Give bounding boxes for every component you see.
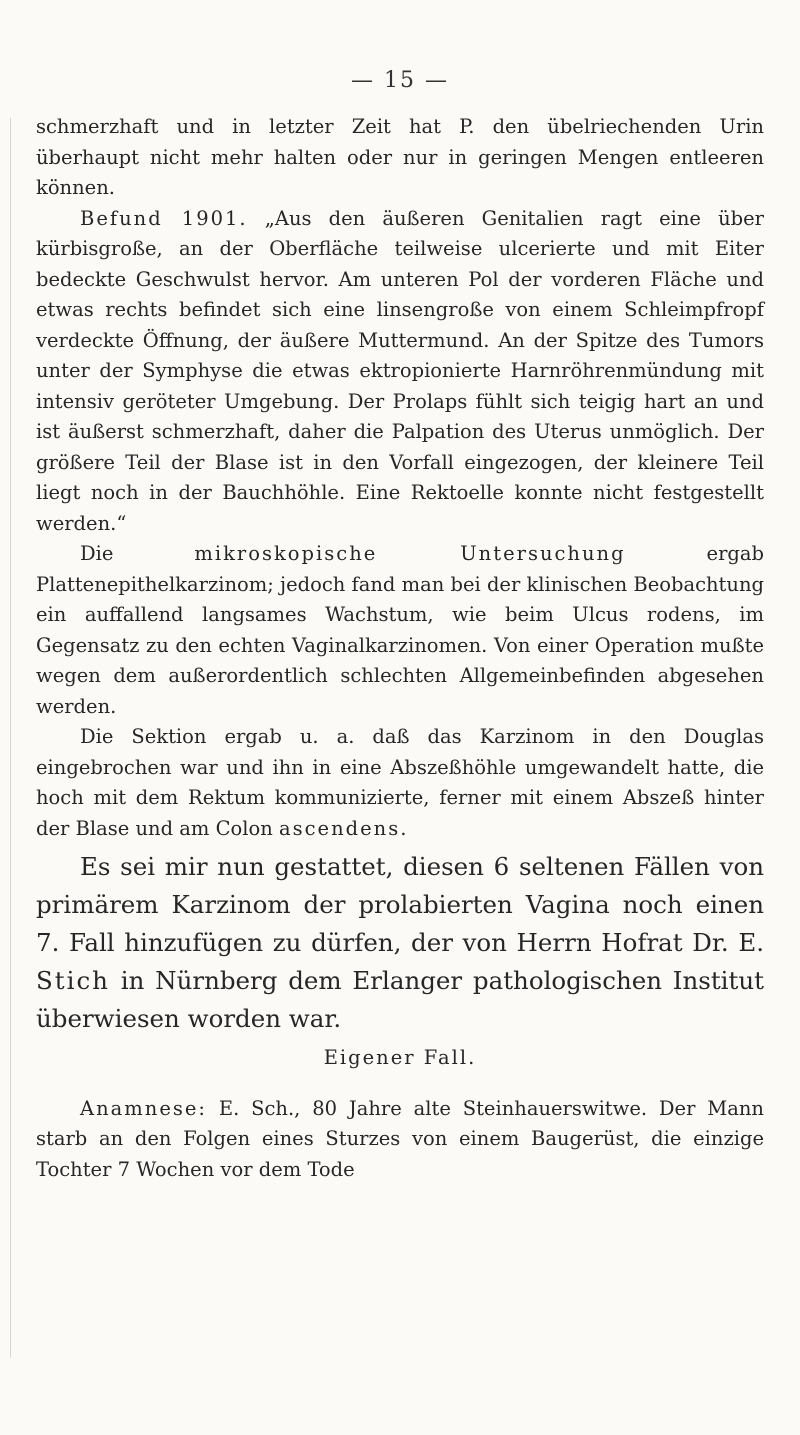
sektion-ascendens: ascendens. [279,816,409,840]
text-column [36,112,764,1185]
sektion-text: Die Sektion ergab u. a. daß das Karzinom in den Douglas eingebrochen war und ihn in eine Abszeßhöhle umgewandelt hatte, die hoch mit dem Rektum kommunizierte, ferner mit einem Abszeß hinter der Blase und am Colon [36,725,764,840]
intro-pre: Es sei mir nun gestattet, diesen 6 seltenen Fällen von primärem Karzinom der prolabierten Vagina noch einen 7. Fall hinzufügen zu dürfen, der von Herrn Hofrat Dr. E. [36,852,764,957]
paragraph-mikroskopie [36,539,764,722]
anamnese-text: E. Sch., 80 Jahre alte Steinhauerswitwe. Der Mann starb an den Folgen eines Sturzes von einem Baugerüst, die einzige Tochter 7 Wochen vor dem Tode [36,1096,764,1181]
befund-text: „Aus den äußeren Genitalien ragt eine über kürbisgroße, an der Oberfläche teilweise ulcerierte und mit Eiter bedeckte Geschwulst hervor. Am unteren Pol der vorderen Fläche und etwas rechts befindet sich eine linsengroße von einem Schleimpfropf verdeckte Öffnung, der äußere Muttermund. An der Spitze des Tumors unter der Symphyse die etwas ektropionierte Harnröhrenmündung mit intensiv geröteter Umgebung. Der Prolaps fühlt sich teigig hart an und ist äußerst schmerzhaft, daher die Palpation des Uterus unmöglich. Der größere Teil der Blase ist in den Vorfall eingezogen, der kleinere Teil liegt noch in der Bauchhöhle. Eine Rektoelle konnte nicht festgestellt werden.“ [36,206,764,535]
mikroskopie-text: ergab Plattenepithelkarzinom; jedoch fand man bei der klinischen Beobachtung ein auffallend langsames Wachstum, wie beim Ulcus rodens, im Gegensatz zu den echten Vaginalkarzinomen. Von einer Operation mußte wegen dem außerordentlich schlechten Allgemeinbefinden abgesehen werden. [36,542,765,718]
paragraph-befund [36,204,764,540]
mikroskopie-pre: Die [80,542,195,565]
paragraph-sektion [36,722,764,844]
section-heading: Eigener Fall. [323,1046,477,1069]
page-number: — 15 — [351,68,449,93]
page-edge-line [10,118,11,1358]
intro-name: Stich [36,966,110,995]
paragraph-anamnese [36,1094,764,1186]
befund-label: Befund 1901. [80,206,248,230]
paragraph-1: schmerzhaft und in letzter Zeit hat P. den übelriechenden Urin überhaupt nicht mehr halten oder nur in geringen Mengen entleeren können. [36,115,764,199]
anamnese-label: Anamnese: [80,1096,207,1120]
mikroskopie-label: mikroskopische Untersuchung [194,542,626,565]
paragraph-introduction [36,848,764,1038]
intro-post: in Nürnberg dem Erlanger pathologischen Institut überwiesen worden war. [36,966,764,1033]
